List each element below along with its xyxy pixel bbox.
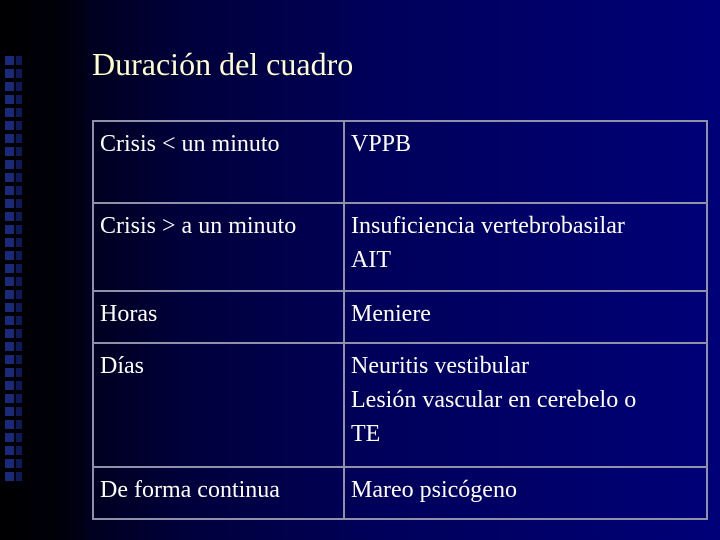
duration-cell: [93, 291, 344, 343]
decorative-square: [16, 264, 22, 273]
decorative-square: [5, 277, 14, 286]
decorative-square: [5, 56, 14, 65]
decorative-square: [16, 238, 22, 247]
diagnosis-line: AIT: [351, 247, 391, 273]
decorative-square: [16, 394, 22, 403]
decorative-square: [16, 290, 22, 299]
decorative-square: [16, 160, 22, 169]
table-row: [93, 121, 707, 203]
diagnosis-line: Neuritis vestibular: [351, 353, 529, 379]
decorative-square: [16, 225, 22, 234]
decorative-square: [5, 394, 14, 403]
decorative-square: [16, 459, 22, 468]
decorative-square: [5, 160, 14, 169]
decorative-square: [16, 303, 22, 312]
table-row: [93, 203, 707, 291]
decorative-square: [16, 433, 22, 442]
decorative-square: [5, 108, 14, 117]
diagnosis-cell: [344, 291, 707, 343]
diagnosis-cell: [344, 203, 707, 291]
duration-cell: [93, 203, 344, 291]
decorative-square: [5, 407, 14, 416]
decorative-square: [5, 459, 14, 468]
decorative-square: [5, 121, 14, 130]
diagnosis-cell: [344, 121, 707, 203]
decorative-square: [16, 446, 22, 455]
table-row: [93, 291, 707, 343]
decorative-square: [16, 186, 22, 195]
decorative-square: [5, 95, 14, 104]
decorative-square: [5, 82, 14, 91]
duration-cell: [93, 343, 344, 467]
duration-label: De forma continua: [100, 477, 280, 503]
decorative-square: [5, 472, 14, 481]
decorative-square: [5, 238, 14, 247]
diagnosis-cell: [344, 467, 707, 519]
decorative-square: [5, 264, 14, 273]
decorative-square: [5, 368, 14, 377]
duration-cell: [93, 121, 344, 203]
decorative-square: [5, 173, 14, 182]
duration-table: [92, 120, 708, 520]
decorative-square: [5, 69, 14, 78]
table-row: [93, 343, 707, 467]
diagnosis-line: Lesión vascular en cerebelo o: [351, 387, 637, 413]
decorative-square: [5, 290, 14, 299]
decorative-square: [5, 355, 14, 364]
decorative-square: [16, 147, 22, 156]
decorative-square: [16, 56, 22, 65]
duration-label: Horas: [100, 301, 158, 327]
decorative-square: [5, 342, 14, 351]
decorative-square: [5, 420, 14, 429]
decorative-square: [16, 121, 22, 130]
diagnosis-line: VPPB: [351, 131, 412, 157]
decorative-square: [16, 95, 22, 104]
diagnosis-line: Meniere: [351, 301, 431, 327]
decorative-square: [16, 316, 22, 325]
decorative-square: [16, 173, 22, 182]
decorative-square: [5, 147, 14, 156]
decorative-square: [5, 199, 14, 208]
decorative-square: [16, 82, 22, 91]
decorative-square: [5, 251, 14, 260]
decorative-squares-secondary: [16, 56, 24, 486]
decorative-square: [16, 251, 22, 260]
decorative-square: [16, 108, 22, 117]
decorative-square: [16, 368, 22, 377]
table-row: [93, 467, 707, 519]
decorative-square: [16, 420, 22, 429]
diagnosis-line: Insuficiencia vertebrobasilar: [351, 213, 625, 239]
decorative-square: [16, 329, 22, 338]
decorative-square: [5, 329, 14, 338]
decorative-square: [5, 225, 14, 234]
decorative-square: [5, 446, 14, 455]
decorative-square: [16, 472, 22, 481]
decorative-square: [16, 134, 22, 143]
decorative-square: [5, 316, 14, 325]
diagnosis-line: Mareo psicógeno: [351, 477, 517, 503]
decorative-square: [5, 186, 14, 195]
decorative-square: [16, 69, 22, 78]
decorative-square: [16, 342, 22, 351]
decorative-square: [5, 212, 14, 221]
diagnosis-cell: [344, 343, 707, 467]
decorative-square: [16, 381, 22, 390]
left-decorative-band: [0, 0, 86, 540]
decorative-square: [16, 212, 22, 221]
decorative-square: [5, 134, 14, 143]
decorative-square: [5, 433, 14, 442]
duration-label: Crisis > a un minuto: [100, 213, 297, 239]
duration-label: Crisis < un minuto: [100, 131, 280, 157]
slide-title: Duración del cuadro: [92, 46, 354, 82]
decorative-square: [16, 199, 22, 208]
duration-cell: [93, 467, 344, 519]
decorative-square: [5, 381, 14, 390]
decorative-square: [5, 303, 14, 312]
decorative-square: [16, 355, 22, 364]
diagnosis-line: TE: [351, 421, 381, 447]
decorative-square: [16, 277, 22, 286]
duration-label: Días: [100, 353, 144, 379]
decorative-square: [16, 407, 22, 416]
